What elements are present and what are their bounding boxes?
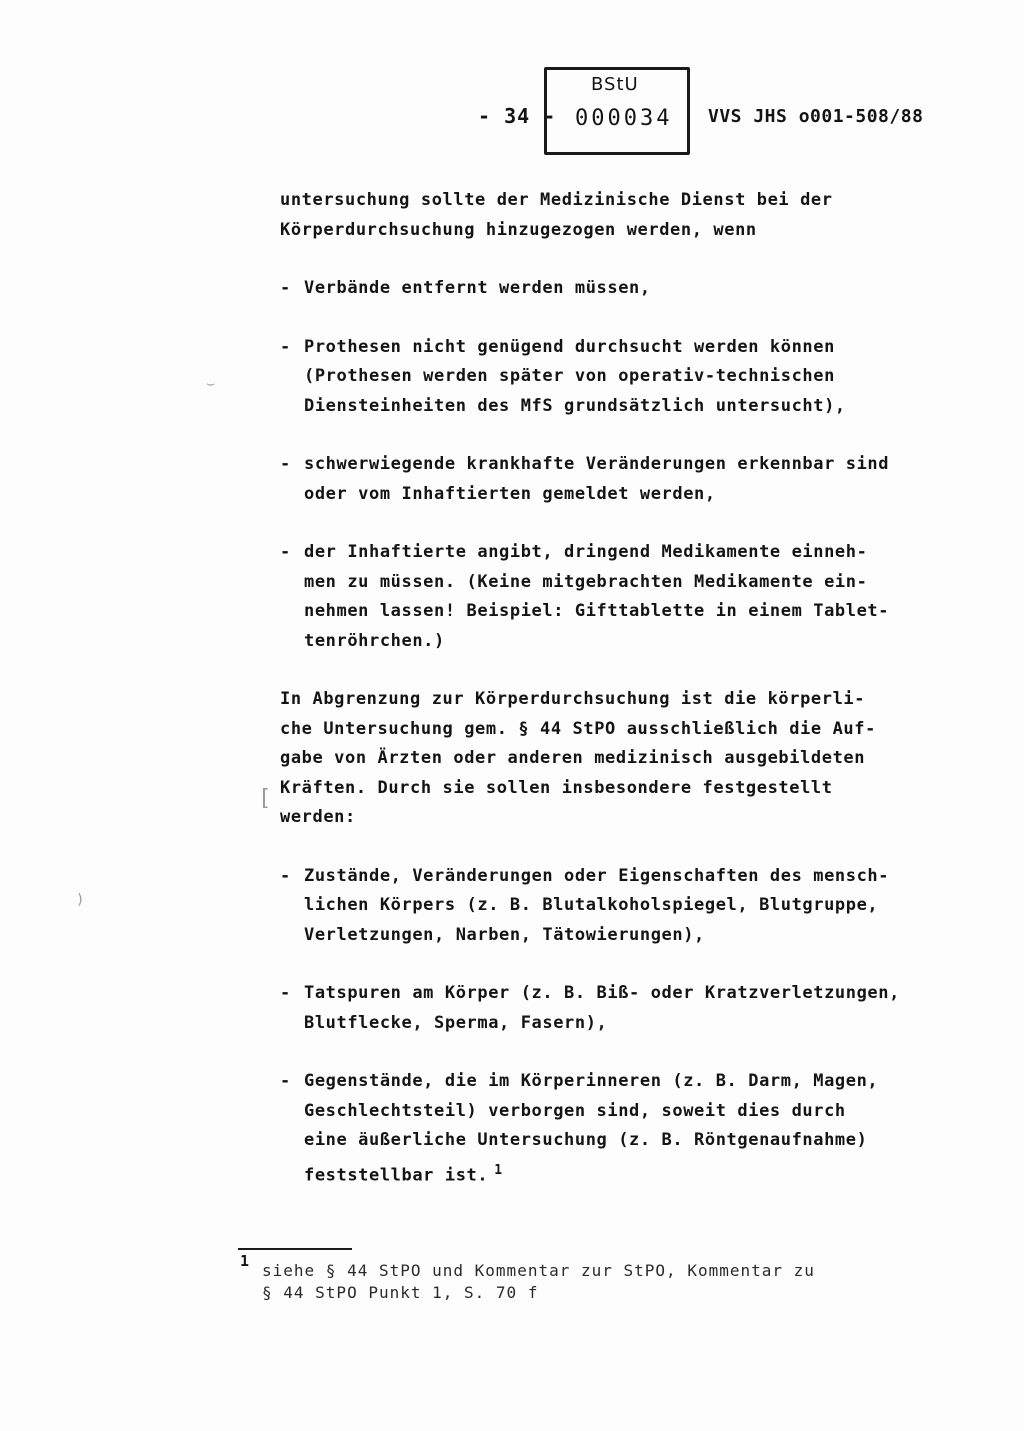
bullet-dash: - bbox=[280, 1071, 291, 1091]
stamp-label: BStU bbox=[591, 74, 639, 95]
list-item bbox=[280, 274, 980, 304]
text-line: oder vom Inhaftierten gemeldet werden, bbox=[304, 483, 716, 504]
bullet-dash: - bbox=[280, 542, 291, 562]
document-reference: VVS JHS o001-508/88 bbox=[708, 106, 924, 127]
bullet-dash: - bbox=[280, 865, 291, 886]
text-line: tenröhrchen.) bbox=[304, 630, 445, 651]
list-item bbox=[280, 1067, 980, 1191]
text-line: untersuchung sollte der Medizinische Dienst bei der bbox=[280, 190, 833, 210]
text-line: Körperdurchsuchung hinzugezogen werden, wenn bbox=[280, 219, 757, 240]
text-line: Blutflecke, Sperma, Fasern), bbox=[304, 1012, 608, 1033]
bullet-dash: - bbox=[280, 278, 291, 298]
footnote-divider bbox=[238, 1248, 352, 1250]
scan-mark: ⌣ bbox=[206, 376, 216, 392]
bullet-dash: - bbox=[280, 454, 291, 474]
text-line: der Inhaftierte angibt, dringend Medikamente einneh- bbox=[304, 542, 868, 562]
text-line bbox=[304, 1156, 980, 1191]
page-number: - 34 - bbox=[478, 104, 557, 128]
margin-bracket-mark: [ bbox=[258, 786, 272, 811]
text-line: Zustände, Veränderungen oder Eigenschaften des mensch- bbox=[304, 865, 890, 886]
text-line: Diensteinheiten des MfS grundsätzlich untersucht), bbox=[304, 395, 846, 416]
footnote-marker: 1 bbox=[240, 1252, 250, 1270]
intro-paragraph bbox=[280, 186, 980, 245]
archive-stamp bbox=[544, 67, 690, 155]
text-line: men zu müssen. (Keine mitgebrachten Medikamente ein- bbox=[304, 571, 868, 592]
bullet-dash: - bbox=[280, 983, 291, 1003]
text-line: Verbände entfernt werden müssen, bbox=[304, 278, 651, 298]
main-paragraph bbox=[280, 685, 980, 833]
text-line: Verletzungen, Narben, Tätowierungen), bbox=[304, 924, 705, 945]
bullet-dash: - bbox=[280, 336, 291, 357]
text-line: Kräften. Durch sie sollen insbesondere festgestellt bbox=[280, 777, 833, 798]
list-item bbox=[280, 979, 980, 1038]
text-line: che Untersuchung gem. § 44 StPO ausschließlich die Auf- bbox=[280, 718, 876, 739]
text-line: Gegenstände, die im Körperinneren (z. B. Darm, Magen, bbox=[304, 1071, 879, 1091]
text-line: Prothesen nicht genügend durchsucht werden können bbox=[304, 336, 835, 357]
list-item bbox=[280, 333, 980, 422]
list-item bbox=[280, 450, 980, 509]
stamp-number: 000034 bbox=[575, 106, 673, 131]
list-item bbox=[280, 538, 980, 656]
scan-mark: ) bbox=[76, 892, 85, 908]
text-line: (Prothesen werden später von operativ-technischen bbox=[304, 366, 835, 386]
text-line: gabe von Ärzten oder anderen medizinisch ausgebildeten bbox=[280, 748, 866, 768]
list-item bbox=[280, 862, 980, 951]
text-line-content: feststellbar ist. bbox=[304, 1165, 489, 1186]
text-line: eine äußerliche Untersuchung (z. B. Röntgenaufnahme) bbox=[304, 1130, 868, 1150]
body-text bbox=[280, 186, 980, 1220]
text-line: Tatspuren am Körper (z. B. Biß- oder Kratzverletzungen, bbox=[304, 983, 900, 1003]
text-line: lichen Körpers (z. B. Blutalkoholspiegel, Blutgruppe, bbox=[304, 895, 879, 915]
footnote-text bbox=[262, 1260, 815, 1304]
text-line: Geschlechtsteil) verborgen sind, soweit dies durch bbox=[304, 1100, 846, 1121]
text-line: nehmen lassen! Beispiel: Gifttablette in einem Tablet- bbox=[304, 601, 890, 621]
text-line: werden: bbox=[280, 807, 356, 827]
footnote-reference[interactable]: 1 bbox=[494, 1162, 503, 1178]
text-line: schwerwiegende krankhafte Veränderungen erkennbar sind bbox=[304, 454, 890, 474]
text-line: In Abgrenzung zur Körperdurchsuchung ist die körperli- bbox=[280, 689, 866, 709]
footnote-line: § 44 StPO Punkt 1, S. 70 f bbox=[262, 1283, 539, 1302]
footnote-line: siehe § 44 StPO und Kommentar zur StPO, Kommentar zu bbox=[262, 1261, 815, 1280]
